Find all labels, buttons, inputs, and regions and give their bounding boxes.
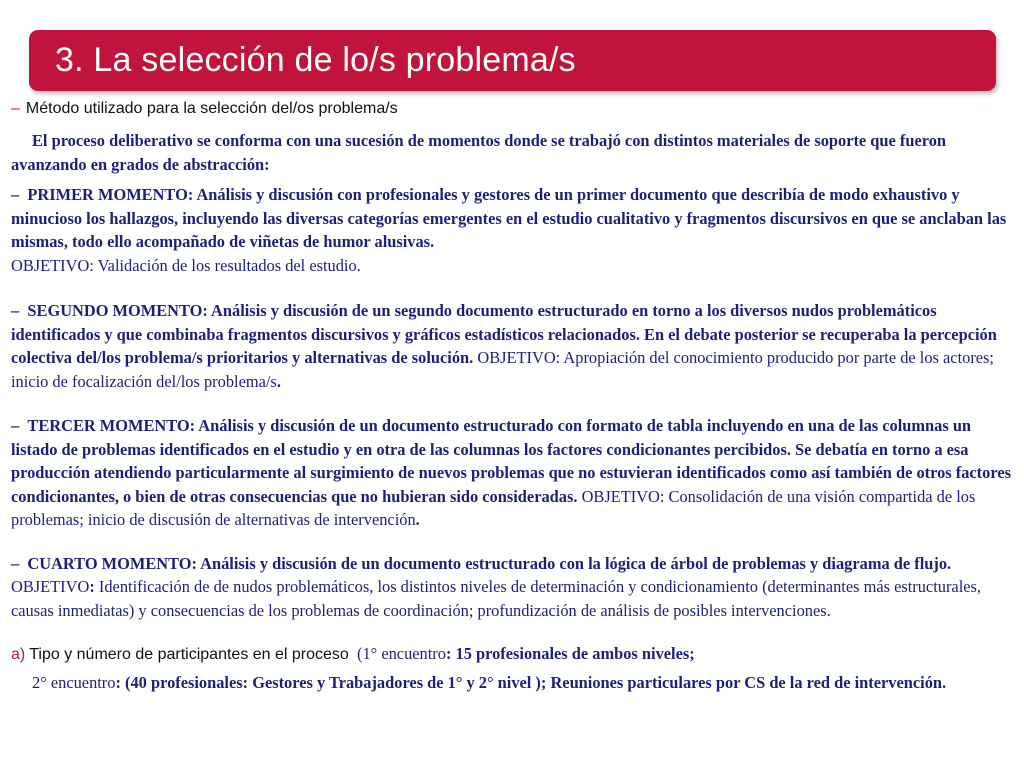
slide-content bbox=[11, 129, 1011, 694]
moment-1-paragraph bbox=[11, 183, 1011, 277]
moment-2-paragraph bbox=[11, 299, 1011, 393]
moment-2-text: SEGUNDO MOMENTO: Análisis y discusión de un segundo documento estructurado en torno a los diversos nudos problemáticos identificados y que combinaba fragmentos discursivos y gráficos estadísticos relacionados. En el debate posterior se recuperaba la percepción colectiva del/los problema/s prioritarios y alternativas de solución. bbox=[11, 301, 997, 367]
slide-title: 3. La selección de lo/s problema/s bbox=[55, 41, 576, 79]
moment-4-objective-colon: : bbox=[89, 577, 95, 596]
moment-3-end: . bbox=[415, 510, 420, 529]
moment-2-end: . bbox=[276, 371, 281, 391]
moment-4-text: CUARTO MOMENTO: Análisis y discusión de un documento estructurado con la lógica de árbol de problemas y diagrama de flujo. bbox=[27, 553, 952, 573]
participants-paragraph bbox=[11, 642, 1011, 667]
title-bar bbox=[29, 30, 996, 91]
participants-first-detail: : 15 profesionales de ambos niveles; bbox=[445, 644, 695, 663]
moment-1-bullet: – bbox=[11, 185, 20, 204]
intro-paragraph: El proceso deliberativo se conforma con una sucesión de momentos donde se trabajó con distintos materiales de soporte que fueron avanzando en grados de abstracción: bbox=[11, 131, 947, 174]
subtitle-text: Método utilizado para la selección del/os problema/s bbox=[25, 100, 398, 117]
participants-marker: a) bbox=[11, 646, 26, 663]
participants-second-paragraph bbox=[11, 671, 1011, 695]
moment-3-text: TERCER MOMENTO: Análisis y discusión de un documento estructurado con formato de tabla incluyendo en una de las columnas un listado de problemas identificados en el estudio y en otra de las columnas los factores condicionantes percibidos. Se debatía en torno a esa producción atendiendo particularmente al surgimiento de nuevos problemas que no estuvieran identificados como así también de otros factores condicionantes, o bien de otras consecuencias que no hubieran sido consideradas. bbox=[11, 416, 1011, 506]
moment-3-paragraph bbox=[11, 414, 1011, 532]
moment-4-bullet: – bbox=[11, 553, 20, 573]
participants-first-meeting: (1° encuentro bbox=[357, 644, 446, 663]
moment-2-objective: OBJETIVO: Apropiación del conocimiento producido por parte de los actores; inicio de focalización del/los problema/s bbox=[11, 348, 994, 391]
participants-second-meeting: 2° encuentro bbox=[32, 672, 116, 692]
participants-second-detail: : (40 profesionales: Gestores y Trabajadores de 1° y 2° nivel ); Reuniones particulares por CS de la red de intervención. bbox=[115, 672, 947, 692]
moment-4-paragraph bbox=[11, 552, 1011, 623]
subtitle bbox=[11, 100, 398, 118]
moment-2-bullet: – bbox=[11, 301, 20, 320]
moment-1-objective: OBJETIVO: Validación de los resultados del estudio. bbox=[11, 255, 361, 275]
moment-4-objective-text: Identificación de de nudos problemáticos, los distintos niveles de determinación y condicionamiento (determinantes más estructurales, causas inmediatas) y consecuencias de los problemas de coordinación; profundización de análisis de posibles intervenciones. bbox=[11, 577, 981, 620]
subtitle-bullet: – bbox=[11, 100, 20, 117]
moment-3-objective: OBJETIVO: Consolidación de una visión compartida de los problemas; inicio de discusión de alternativas de intervención bbox=[11, 486, 976, 529]
moment-1-text: PRIMER MOMENTO: Análisis y discusión con profesionales y gestores de un primer documento que describía de modo exhaustivo y minucioso los hallazgos, incluyendo las diversas categorías emergentes en el estudio cualitativo y fragmentos discursivos en que se anclaban las mismas, todo ello acompañado de viñetas de humor alusivas. bbox=[11, 185, 1007, 251]
moment-3-bullet: – bbox=[11, 416, 20, 435]
moment-4-objective-label: OBJETIVO bbox=[11, 577, 90, 596]
participants-label: Tipo y número de participantes en el proceso bbox=[29, 646, 349, 663]
